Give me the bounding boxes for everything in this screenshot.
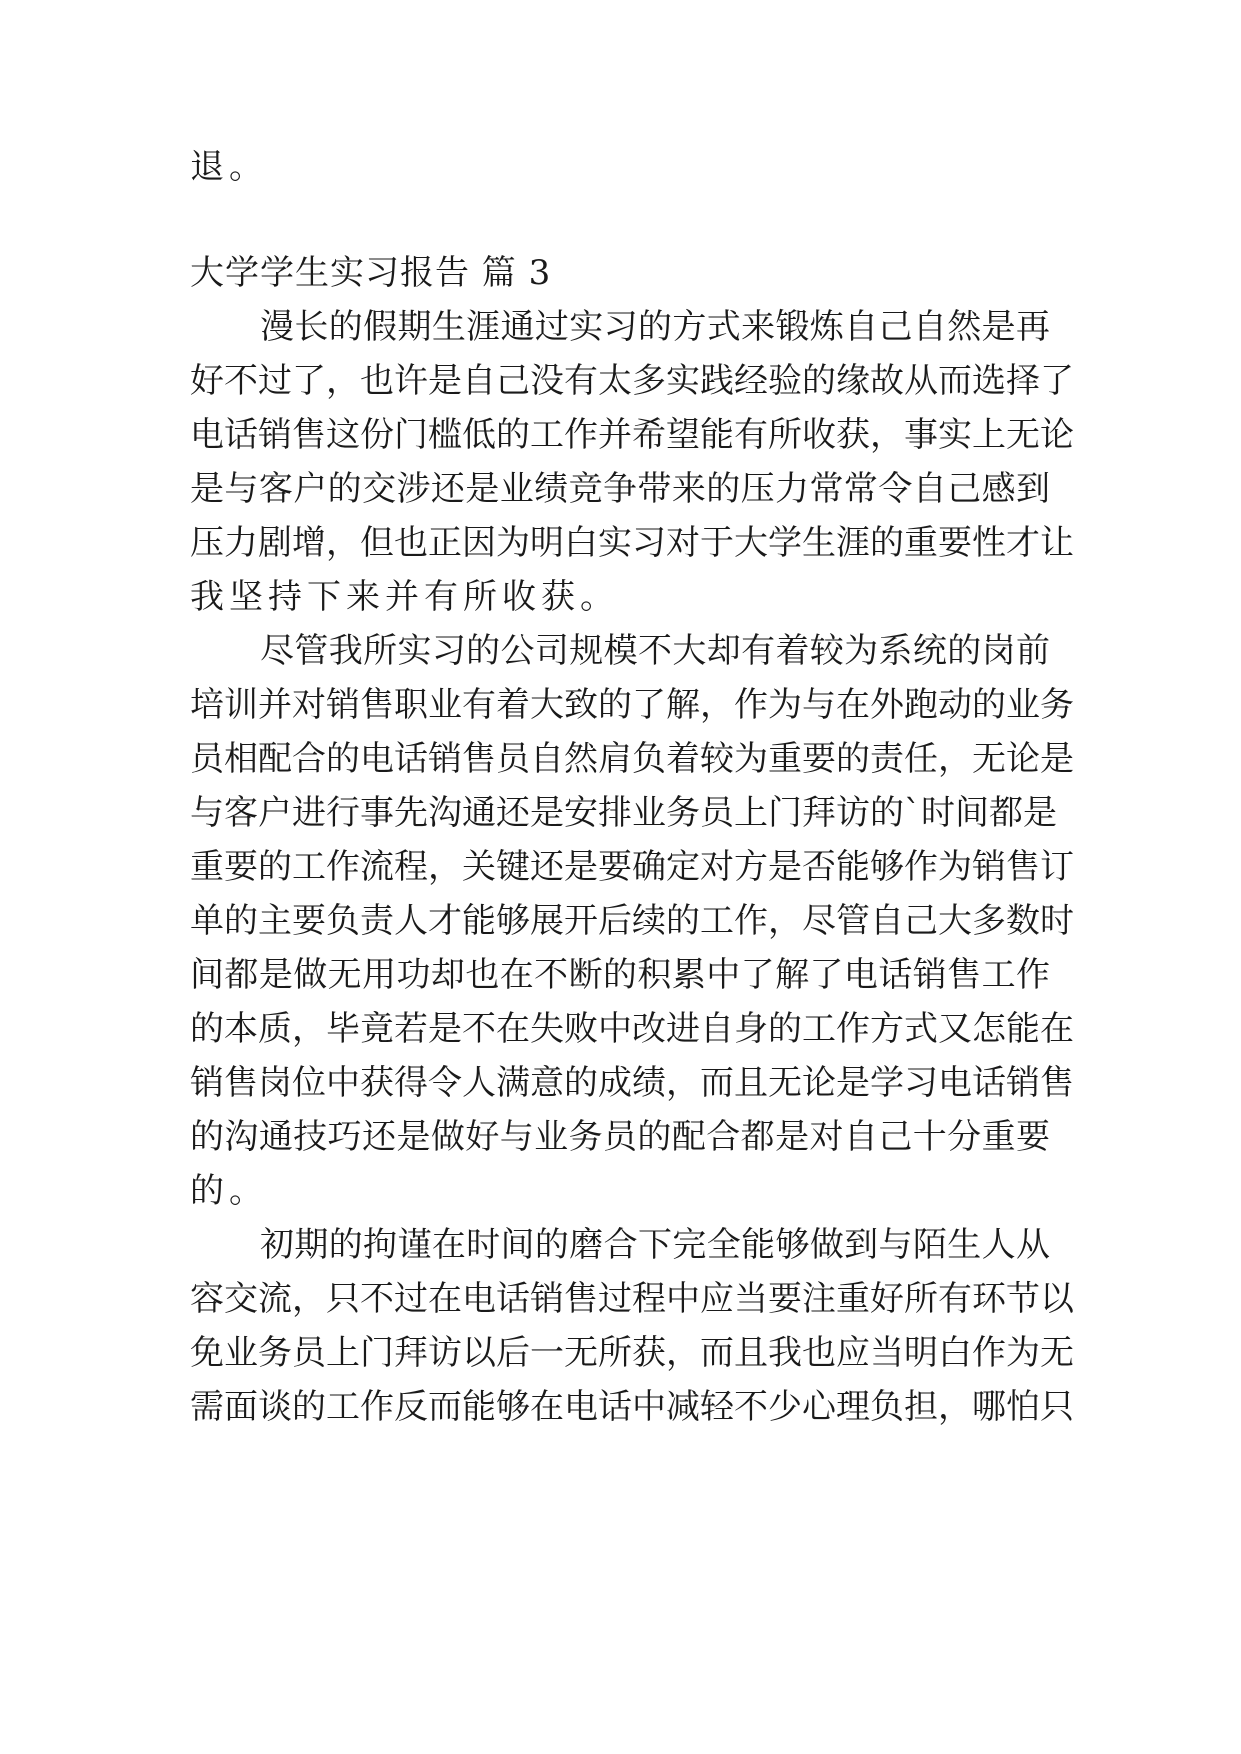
paragraph-1-line: 压力剧增，但也正因为明白实习对于大学生涯的重要性才让 — [190, 523, 1074, 563]
paragraph-1-line: 是与客户的交涉还是业绩竞争带来的压力常常令自己感到 — [190, 469, 1050, 509]
paragraph-3-line: 初期的拘谨在时间的磨合下完全能够做到与陌生人从 — [260, 1225, 1050, 1265]
paragraph-2-line: 的。 — [190, 1171, 268, 1211]
paragraph-3-line: 容交流，只不过在电话销售过程中应当要注重好所有环节以 — [190, 1279, 1074, 1319]
paragraph-2-line: 间都是做无用功却也在不断的积累中了解了电话销售工作 — [190, 955, 1050, 995]
paragraph-2-line: 的沟通技巧还是做好与业务员的配合都是对自己十分重要 — [190, 1117, 1050, 1157]
paragraph-2-line: 员相配合的电话销售员自然肩负着较为重要的责任，无论是 — [190, 739, 1074, 779]
paragraph-3-line: 免业务员上门拜访以后一无所获，而且我也应当明白作为无 — [190, 1333, 1074, 1373]
paragraph-2-line: 重要的工作流程，关键还是要确定对方是否能够作为销售订 — [190, 847, 1074, 887]
paragraph-1-line: 电话销售这份门槛低的工作并希望能有所收获，事实上无论 — [190, 415, 1074, 455]
paragraph-2-line: 销售岗位中获得令人满意的成绩，而且无论是学习电话销售 — [190, 1063, 1074, 1103]
paragraph-1-line: 漫长的假期生涯通过实习的方式来锻炼自己自然是再 — [260, 307, 1050, 347]
paragraph-1-line: 好不过了，也许是自己没有太多实践经验的缘故从而选择了 — [190, 361, 1074, 401]
paragraph-2-line: 尽管我所实习的公司规模不大却有着较为系统的岗前 — [260, 631, 1050, 671]
paragraph-2-line: 与客户进行事先沟通还是安排业务员上门拜访的`时间都是 — [190, 793, 1057, 833]
paragraph-1-line: 我坚持下来并有所收获。 — [190, 577, 619, 617]
paragraph-2-line: 单的主要负责人才能够展开后续的工作，尽管自己大多数时 — [190, 901, 1074, 941]
paragraph-2-line: 的本质，毕竟若是不在失败中改进自身的工作方式又怎能在 — [190, 1009, 1074, 1049]
paragraph-2-line: 培训并对销售职业有着大致的了解，作为与在外跑动的业务 — [190, 685, 1074, 725]
text-line-continuation: 退。 — [190, 147, 268, 187]
paragraph-3-line: 需面谈的工作反而能够在电话中减轻不少心理负担，哪怕只 — [190, 1387, 1074, 1427]
section-heading: 大学学生实习报告 篇 3 — [190, 253, 552, 293]
